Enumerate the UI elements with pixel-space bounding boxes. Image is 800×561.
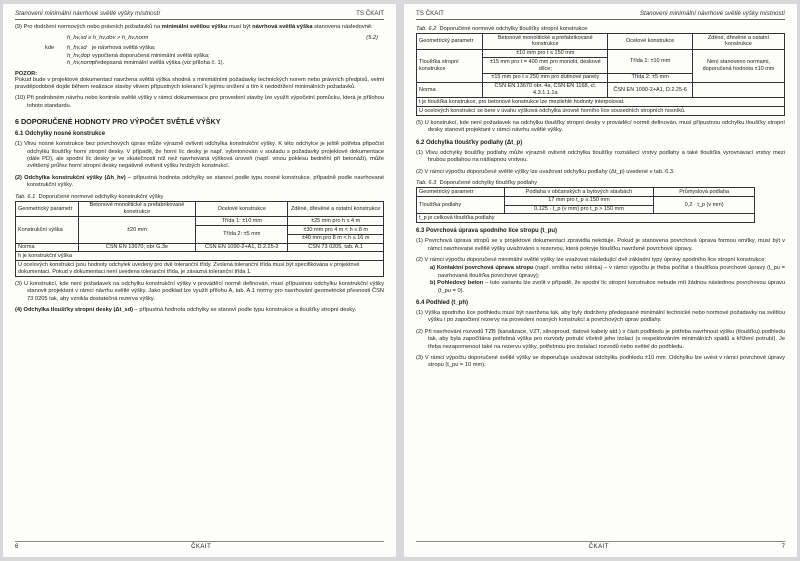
text: – přípustná hodnota odchylky se stanoví podle typu konstrukce a tloušťky stropní desky. bbox=[133, 307, 357, 314]
section-heading: 6 DOPORUČENÉ HODNOTY PRO VÝPOČET SVĚTLÉ VÝŠKY bbox=[15, 117, 221, 127]
table-cell: ČSN EN 1090-2+A1, D.2.25-2 bbox=[196, 243, 288, 252]
table-row bbox=[417, 196, 755, 205]
table-header: Zděné, dřevěné a ostatní konstrukce bbox=[288, 201, 384, 217]
table-cell: Není stanoveno normami, doporučená hodnota ±10 mm bbox=[692, 49, 784, 82]
table-cell: Třída 1: ±10 mm bbox=[196, 217, 288, 226]
table-cell: ±15 mm pro t = 400 mm pro monolit, deskové dílce; bbox=[483, 58, 608, 74]
equation bbox=[67, 35, 378, 41]
paragraph: (1) Vlivu nosné konstrukce bez povrchových úprav může výrazně ovlivnit odchylka konstrukční výšky. K této odchylce je ještě potřeba připočíst odchylku tloušťky horní stropní desky. V případě, že horní líc desky je např. vybetonován v souladu s požadavky projektové dokumentace (dále PD), ale spodní líc desky je ve skutečnosti níž než navrhovaná výšková úroveň (např. vinou poklesu bednění při betonáži), může zvětšený průřez horní stropní desky negativně ovlivnit výšku hrubých konstrukcí. bbox=[15, 141, 384, 170]
header-brand: TS ČKAIT bbox=[356, 10, 384, 17]
table-cell: ±25 mm pro h ≤ 4 m bbox=[288, 217, 384, 226]
table-header: Ocelové konstrukce bbox=[608, 34, 693, 50]
table-cell bbox=[692, 82, 784, 98]
text-bold: (2) Odchylka konstrukční výšky (Δh_hv) bbox=[15, 174, 126, 181]
table-cell: Tloušťka stropní konstrukce bbox=[417, 49, 483, 82]
text-bold: minimální světlou výšku bbox=[161, 24, 228, 30]
table-row bbox=[16, 201, 384, 217]
list-item bbox=[430, 280, 785, 295]
table-6-3 bbox=[416, 187, 755, 223]
table-header: Geometrický parametr bbox=[417, 188, 505, 197]
caption-number: Tab. 6.2 bbox=[416, 26, 437, 32]
table-note: t je tloušťka konstrukce, pro betonové konstrukce lze mezilehlé hodnoty interpolovat. bbox=[417, 98, 785, 107]
subsection-heading: 6.1 Odchylky nosné konstrukce bbox=[15, 131, 106, 138]
table-row bbox=[417, 82, 785, 98]
warning-label: POZOR: bbox=[15, 70, 38, 77]
table-cell: ±20 mm bbox=[78, 217, 196, 243]
def-text: vypočtená doporučená minimální světlá výška; bbox=[92, 52, 210, 59]
table-cell: ±40 mm pro 8 m < h ≤ 16 m bbox=[288, 234, 384, 243]
table-note: t_p je celková tloušťka podlahy bbox=[417, 214, 755, 223]
table-header: Zděné, dřevěné a ostatní konstrukce bbox=[692, 34, 784, 50]
text: (např. omítka nebo stěrka) – v rámci výpočtu je třeba počítat s tloušťkou povrchové úpravy (t_pu = navrhovaná tloušťka povrchové úpravy); bbox=[438, 265, 785, 279]
table-cell: 0,125 · t_p (v mm) pro t_p > 150 mm bbox=[505, 205, 654, 214]
table-row bbox=[417, 214, 755, 223]
table-cell: Tloušťka podlahy bbox=[417, 196, 505, 214]
text: – tuto variantu lze zvolit v případě, že spodní líc stropní konstrukce nebude mít žádnou následnou povrchovou úpravu (t_pu = 0). bbox=[438, 280, 785, 294]
text-bold: (4) Odchylka tloušťky stropní desky (Δt_sd) bbox=[15, 307, 134, 314]
table-cell: Konstrukční výška bbox=[16, 217, 79, 243]
footer-brand: ČKAIT bbox=[191, 544, 212, 550]
page-footer bbox=[15, 541, 384, 550]
text-bold: a) Kontaktní povrchová úprava stropu bbox=[430, 265, 534, 272]
text: (9) Pro dodržení normových nebo právních požadavků na bbox=[15, 24, 162, 30]
table-cell: Třída 1: ±10 mm bbox=[608, 49, 693, 73]
paragraph: (2) Při navrhování rozvodů TZB (kanalizace, VZT, silnoproud, datové kabely atd.) v části podhledu je potřeba navrhnout výšku (tloušťku) podhledu tak, aby byla započítána potřebná výška pro rozvody potrubí včetně jeho izolací (s respektováním minimálních spádů a křížení potrubí). Je třeba nezapomenout také na rezervu výšky, potřebnou pro instalaci rozvodů nebo světel do podhledu. bbox=[416, 328, 785, 350]
table-cell: ČSN EN 1090-2+A1, D.2.25-6 bbox=[608, 82, 693, 98]
paragraph: (3) V rámci výpočtu doporučené světlé výšky se doporučuje uvažovat odchylku podhledu ±10 mm. Odchylku lze uvést v rámci povrchové úpravy stropu (t_pu = 10 mm). bbox=[416, 355, 785, 369]
table-header: Betonové monolitické a prefabrikované konstrukce bbox=[483, 34, 608, 50]
subsection-heading: 6.4 Podhled (t_ph) bbox=[416, 300, 469, 307]
table-cell: ±15 mm pro t ≥ 250 mm pro dutinové panely bbox=[483, 73, 608, 82]
table-row bbox=[16, 261, 384, 277]
left-page bbox=[3, 4, 396, 557]
page-number: 7 bbox=[781, 544, 785, 550]
caption-title: Doporučené odchylky tloušťky podlahy bbox=[439, 180, 538, 186]
text: stanovena následovně: bbox=[312, 24, 373, 30]
caption-title: Doporučené normové odchylky tloušťky stropní konstrukce bbox=[439, 26, 588, 32]
table-header: Podlaha v občanských a bytových stavbách bbox=[505, 188, 654, 197]
table-row bbox=[16, 252, 384, 261]
warning-text: Pokud bude v projektové dokumentaci navržena světlá výška shodná s minimálními požadavky technických norem nebo právních předpisů, velmi pravděpodobně dojde během realizace stavby vlivem přípustných tolerancí k jejímu snížení a tím k nedodržení minimálních požadavků. bbox=[15, 76, 384, 91]
table-cell: Norma bbox=[16, 243, 79, 252]
paragraph bbox=[15, 175, 384, 190]
paragraph: (3) U konstrukcí, kde není požadavek na odchylku konstrukční výšky v prováděcí normě definován, musí přípustnou odchylku konstrukční výšky stanovit projektant v rámci návrhu světlé výšky. Jako podklad lze využít přílohu A, tab. A.1 normy pro navrhování geometrické přesnosti ČSN 73 0205 tak, aby vznikla dostatečná rezerva výšky. bbox=[15, 280, 384, 302]
table-cell: 17 mm pro t_p ≤ 150 mm bbox=[505, 196, 654, 205]
equation-text: h_hv,sd ≥ h_hv,dov > h_hv,norm bbox=[67, 35, 149, 42]
footer-brand: ČKAIT bbox=[588, 544, 609, 550]
table-header: Betonové monolitické a prefabrikované konstrukce bbox=[78, 201, 196, 217]
table-6-2 bbox=[416, 33, 785, 116]
table-row bbox=[16, 217, 384, 226]
table-6-1 bbox=[15, 201, 384, 277]
page-number: 6 bbox=[15, 544, 19, 550]
table-cell: ČSN EN 13670 obr. 4a, ČSN EN 1168, cl. 4.3.1.1.1a bbox=[483, 82, 608, 98]
paragraph-9 bbox=[15, 24, 384, 31]
paragraph: (1) Vlivu odchylky tloušťky podlahy může výrazně ovlivnit odchylka tloušťky roznášecí vrstvy podlahy a také tloušťka vyrovnávací vrstvy mezi hrubou podlahou na nášlapnou vrstvou. bbox=[416, 149, 785, 164]
table-header: Geometrický parametr bbox=[417, 34, 483, 50]
def-text: je návrhová světlá výška; bbox=[92, 45, 156, 52]
table-cell: ±10 mm pro t ≤ 150 mm bbox=[483, 49, 608, 58]
text: musí být bbox=[227, 24, 253, 30]
table-cell: Třída 2: ±5 mm bbox=[608, 73, 693, 82]
paragraph: (1) Výška spodního líce podhledu musí být navržena tak, aby byly dodrženy předepsané minimální technické nebo normové požadavky na světlou výšku i po započtení rezervy na provedení nosných konstrukcí a povrchových úprav podlahy. bbox=[416, 310, 785, 324]
table-cell: Norma bbox=[417, 82, 483, 98]
page-header bbox=[416, 10, 785, 20]
table-note: U ocelových konstrukcí jsou hodnoty odchylek uvedeny pro dvě toleranční třídy. Zvolená toleranční třída musí být specifikována v projektové dokumentaci. Pokud v dokumentaci není uvedena toleranční třída, je závazná toleranční třída 1. bbox=[16, 261, 384, 277]
table-cell: ČSN 73 0205, tab. A.1 bbox=[288, 243, 384, 252]
table-caption bbox=[416, 26, 785, 32]
subsection-heading: 6.2 Odchylka tloušťky podlahy (Δt_p) bbox=[416, 139, 523, 146]
paragraph-10: (10) Při podrobném návrhu nebo kontrole světlé výšky v rámci dokumentace pro provedení stavby lze využít výpočetní pomůcku, která je přílohou tohoto standardu. bbox=[15, 95, 384, 109]
definition bbox=[45, 60, 384, 67]
header-title: Stanovení minimální návrhové světlé výšky místností bbox=[15, 10, 161, 17]
table-row bbox=[417, 98, 785, 107]
equation-number: (5.2) bbox=[366, 35, 378, 42]
paragraph bbox=[15, 307, 384, 314]
page-footer bbox=[416, 541, 785, 550]
definition bbox=[45, 45, 384, 52]
text-bold: návrhová světlá výška bbox=[252, 24, 313, 30]
table-row bbox=[417, 49, 785, 58]
table-note: U ocelových konstrukcí se bere v úvahu výšková odchylka úrovně horního líce sousedních stropních nosníků. bbox=[417, 107, 785, 116]
table-row bbox=[417, 107, 785, 116]
right-page bbox=[404, 4, 797, 557]
paragraph: (2) V rámci výpočtu doporučené minimální světlé výšky lze uvažovat následující dvě základní typy úpravy spodního líce stropní konstrukce: bbox=[416, 257, 766, 263]
table-cell: Třída 2: ±5 mm bbox=[196, 226, 288, 244]
paragraph: (2) V rámci výpočtu doporučené světlé výšky lze uvažovat odchylku podlahy (Δt_p) uvedené v tab. 6.3. bbox=[416, 168, 675, 175]
table-header: Geometrický parametr bbox=[16, 201, 79, 217]
table-header: Průmyslová podlaha bbox=[653, 188, 755, 197]
caption-number: Tab. 6.3 bbox=[416, 180, 437, 186]
subsection-heading: 6.3 Povrchová úprava spodního líce stropu (t_pu) bbox=[416, 228, 558, 235]
table-cell: ČSN EN 13670, obr G.3e bbox=[78, 243, 196, 252]
def-key: kde bbox=[45, 45, 55, 52]
table-caption bbox=[416, 180, 785, 186]
table-header: Ocelové konstrukce bbox=[196, 201, 288, 217]
definition bbox=[45, 53, 384, 60]
header-title: Stanovení minimální návrhové světlé výšky místností bbox=[639, 10, 785, 17]
def-text: předepsaná minimální světlá výška (viz příloha č. 1). bbox=[92, 60, 225, 67]
caption-number: Tab. 6.1 bbox=[15, 193, 36, 200]
def-symbol: h_hv,dop bbox=[67, 52, 90, 59]
table-note: h je konstrukční výška bbox=[16, 252, 384, 261]
table-row bbox=[417, 188, 755, 197]
def-symbol: h_hv,sd bbox=[67, 45, 87, 52]
paragraph: (5) U konstrukcí, kde není požadavek na odchylku tloušťky stropní desky v prováděcí normě definován, musí přípustnou odchylku tloušťky stropní desky stanovit projektant v rámci návrhu světlé výšky. bbox=[416, 119, 785, 134]
def-symbol: h_hv,norm bbox=[67, 60, 94, 67]
caption-title: Doporučené normové odchylky konstrukční výšky bbox=[38, 193, 164, 200]
table-row bbox=[417, 34, 785, 50]
header-brand: TS ČKAIT bbox=[416, 10, 444, 17]
paragraph: (1) Povrchová úprava stropů se v projektové dokumentaci zpravidla nekótuje. Pokud je stanovena povrchová úprava formou omítky, musí být v rámci navrhované světlé výšky uvažováno s rezervou, která pokryje tloušťku navržené povrchové úpravy. bbox=[416, 238, 785, 252]
text-bold: b) Pohledový beton bbox=[430, 280, 484, 287]
table-row bbox=[16, 243, 384, 252]
definitions bbox=[45, 45, 384, 67]
text: – přípustná hodnota odchylky se stanoví podle typu nosné konstrukce, případně podle navrhované konstrukční výšky. bbox=[27, 174, 384, 189]
list-item bbox=[430, 265, 785, 280]
sub-list bbox=[430, 265, 785, 295]
table-cell: ±30 mm pro 4 m < h ≤ 8 m bbox=[288, 226, 384, 235]
table-caption bbox=[15, 194, 384, 200]
table-cell: 0,2 · t_p (v mm) bbox=[653, 196, 755, 214]
page-header bbox=[15, 10, 384, 20]
